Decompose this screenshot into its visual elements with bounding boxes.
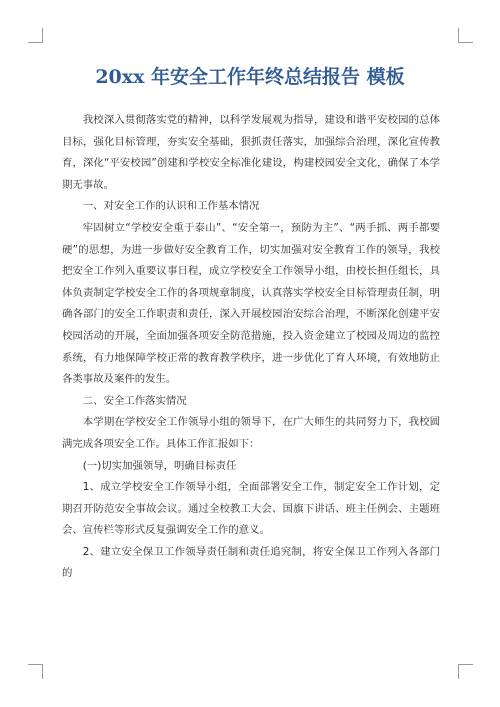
body-paragraph: 本学期在学校安全工作领导小组的领导下，在广大师生的共同努力下，我校圆满完成各项安全工作。具体工作汇报如下：: [62, 416, 440, 450]
document-body: [62, 110, 440, 585]
document-title: 20xx 年安全工作年终总结报告 模板: [95, 66, 405, 88]
subsection-heading: (一)切实加强领导，明确目标责任: [82, 459, 237, 472]
list-item: 2、建立安全保卫工作领导责任制和责任追究制，将安全保卫工作列入各部门的: [62, 545, 440, 580]
crop-mark-top-left: [28, 28, 43, 43]
intro-paragraph: 我校深入贯彻落实党的精神，以科学发展观为指导，建设和谐平安校园的总体目标，强化目标管理，夯实安全基础，狠抓责任落实，加强综合治理，深化宣传教育，深化“平安校园”创建和学校安全标准化建设，构建校园安全文化，确保了本学期无事故。: [62, 114, 440, 191]
section-heading-2: 二、安全工作落实情况: [82, 394, 187, 407]
crop-mark-top-right: [458, 28, 473, 43]
crop-mark-bottom-right: [458, 664, 473, 679]
list-item: 1、成立学校安全工作领导小组，全面部署安全工作，制定安全工作计划，定期召开防范安全事故会议。通过全校教工大会、国旗下讲话、班主任例会、主题班会、宣传栏等形式反复强调安全工作的意义。: [62, 481, 440, 537]
body-paragraph: 牢固树立“学校安全重于泰山”、“安全第一，预防为主”、“两手抓、两手都要硬”的思想，为进一步做好安全教育工作，切实加强对安全教育工作的领导，我校把安全工作列入重要议事日程，成立学校安全工作领导小组，由校长担任组长，具体负责制定学校安全工作的各项规章制度，认真落实学校安全目标管理责任制，明确各部门的安全工作职责和责任，深入开展校园治安综合治理，不断深化创建平安校园活动的开展，全面加强各项安全防范措施，投入资金建立了校园及周边的监控系统，有力地保障学校正常的教育教学秩序，进一步优化了育人环境，有效地防止各类事故及案件的发生。: [62, 221, 440, 386]
crop-mark-bottom-left: [28, 664, 43, 679]
section-heading-1: 一、对安全工作的认识和工作基本情况: [82, 200, 260, 213]
